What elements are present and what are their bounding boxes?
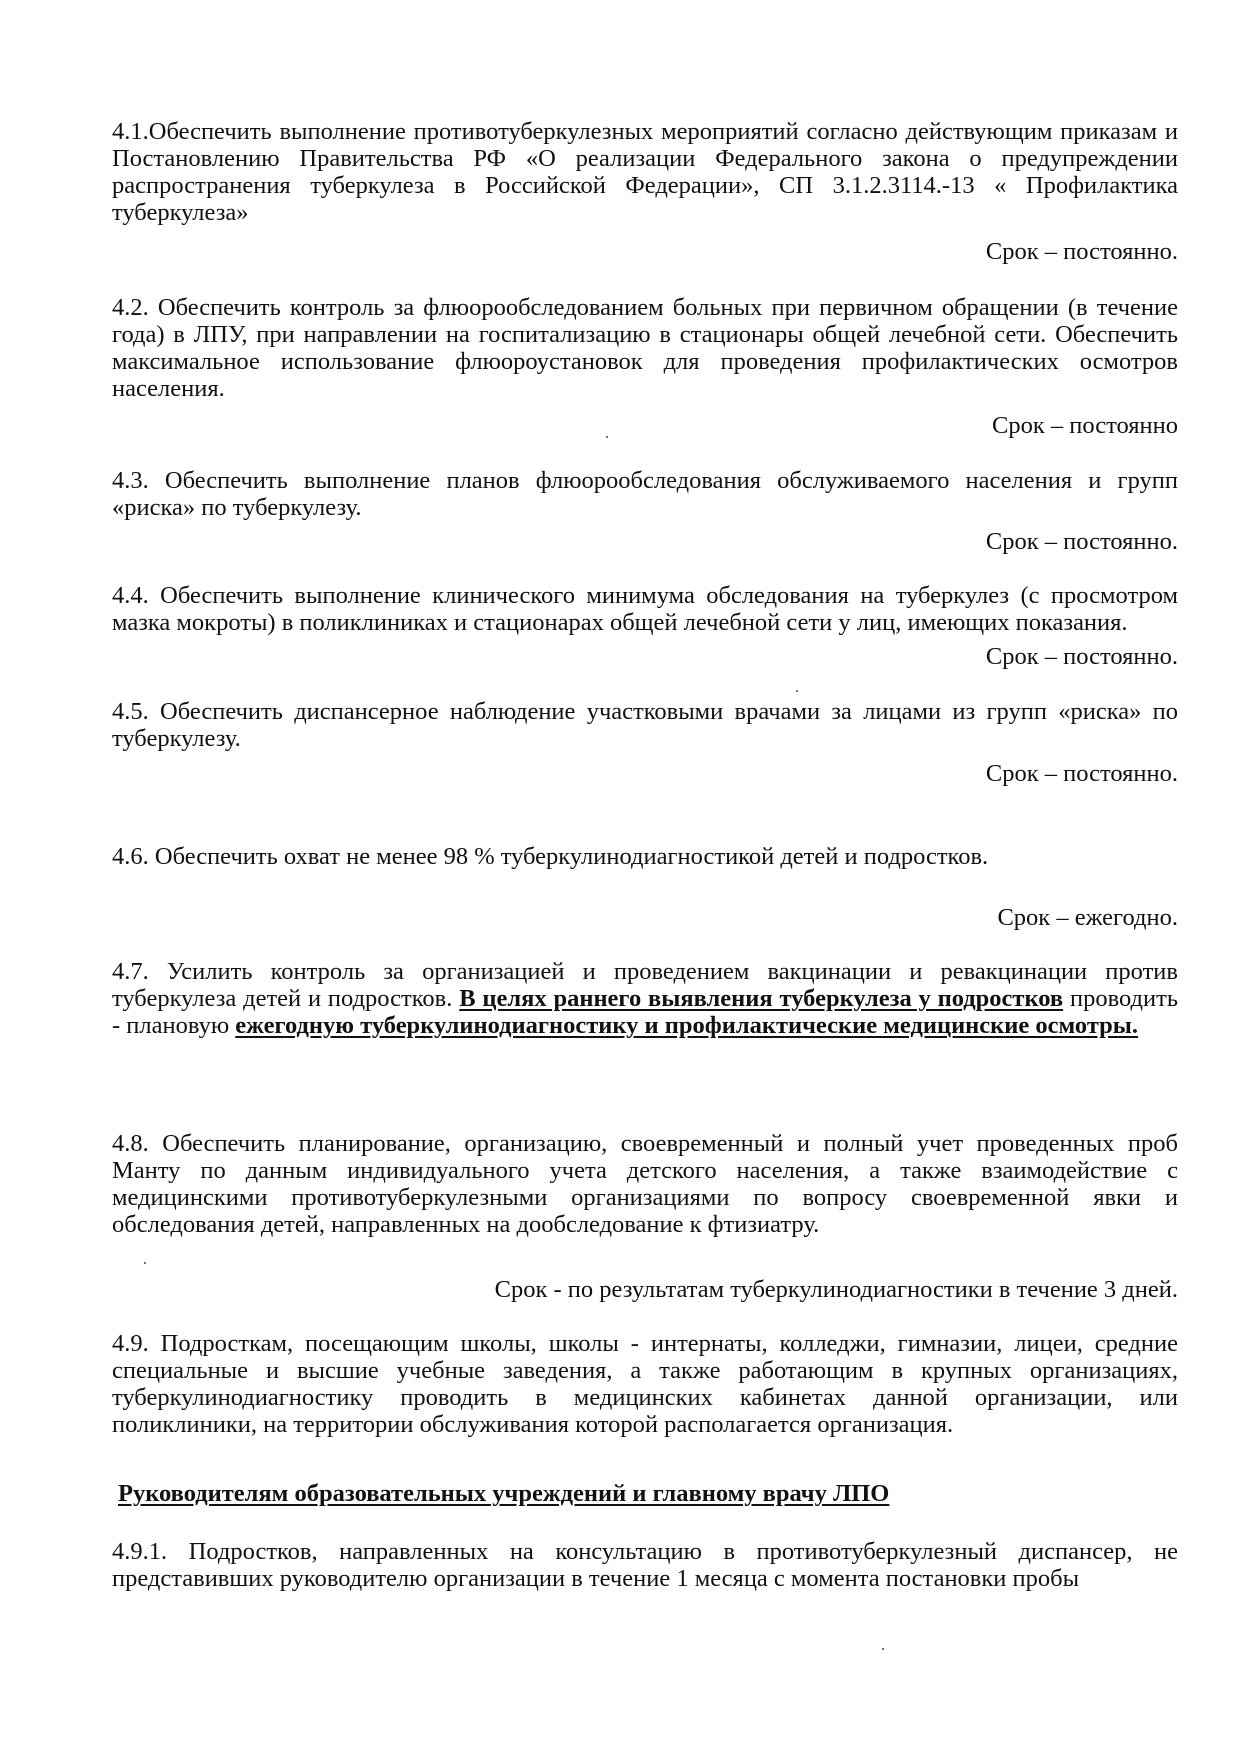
item-4-8-text: 4.8. Обеспечить планирование, организацию, своевременный и полный учет проведенных проб Манту по данным индивидуального учета детского населения, а также взаимодействие с медицинскими противотуберкулезными организациями по вопросу своевременной явки и обследования детей, направленных на дообследование к фтизиатру. xyxy=(112,1130,1178,1238)
item-4-3-text: 4.3. Обеспечить выполнение планов флюорообследования обслуживаемого населения и групп «риска» по туберкулезу. xyxy=(112,467,1178,521)
item-4-6-term: Срок – ежегодно. xyxy=(997,904,1178,931)
item-4-3-term: Срок – постоянно. xyxy=(985,528,1178,555)
section-heading: Руководителям образовательных учреждений и главному врачу ЛПО xyxy=(118,1480,890,1507)
item-4-5-text: 4.5. Обеспечить диспансерное наблюдение участковыми врачами за лицами из групп «риска» по туберкулезу. xyxy=(112,698,1178,752)
item-4-9-text: 4.9. Подросткам, посещающим школы, школы - интернаты, колледжи, гимназии, лицеи, средние специальные и высшие учебные заведения, а также работающим в крупных организациях, туберкулинодиагностику проводить в медицинских кабинетах данной организации, или поликлиники, на территории обслуживания которой располагается организация. xyxy=(112,1330,1178,1438)
item-4-4-text: 4.4. Обеспечить выполнение клинического минимума обследования на туберкулез (с просмотром мазка мокроты) в поликлиниках и стационарах общей лечебной сети у лиц, имеющих показания. xyxy=(112,582,1178,636)
scan-speck xyxy=(144,1262,146,1264)
item-4-1-text: 4.1.Обеспечить выполнение противотуберкулезных мероприятий согласно действующим приказам и Постановлению Правительства РФ «О реализации Федерального закона о предупреждении распространения туберкулеза в Российской Федерации», СП 3.1.2.3114.-13 « Профилактика туберкулеза» xyxy=(112,118,1178,226)
item-4-2-text: 4.2. Обеспечить контроль за флюорообследованием больных при первичном обращении (в течение года) в ЛПУ, при направлении на госпитализацию в стационары общей лечебной сети. Обеспечить максимальное использование флюороустановок для проведения профилактических осмотров населения. xyxy=(112,294,1178,402)
item-4-2-term: Срок – постоянно xyxy=(992,412,1178,439)
item-4-8-term: Срок - по результатам туберкулинодиагностики в течение 3 дней. xyxy=(494,1276,1178,1303)
item-4-7-bold-2: ежегодную туберкулинодиагностику и профилактические медицинские осмотры. xyxy=(235,1012,1139,1039)
item-4-6-text: 4.6. Обеспечить охват не менее 98 % туберкулинодиагностикой детей и подростков. xyxy=(112,843,989,870)
scan-speck xyxy=(606,436,608,438)
item-4-7-plain: 4.7. Усилить контроль за организацией и проведением вакцинации и ревакцинации против туберкулеза детей и подростков. xyxy=(112,958,1178,1012)
scan-speck xyxy=(882,1648,884,1650)
item-4-5-term: Срок – постоянно. xyxy=(985,760,1178,787)
item-4-7-text xyxy=(112,958,1178,1039)
item-4-7-bold-1: В целях раннего выявления туберкулеза у подростков xyxy=(459,985,1064,1012)
item-4-9-1-text: 4.9.1. Подростков, направленных на консультацию в противотуберкулезный диспансер, не представивших руководителю организации в течение 1 месяца с момента постановки пробы xyxy=(112,1538,1178,1592)
item-4-4-term: Срок – постоянно. xyxy=(985,643,1178,670)
item-4-7-mid: проводить - плановую xyxy=(112,985,1178,1039)
item-4-1-term: Срок – постоянно. xyxy=(985,238,1178,265)
scan-speck xyxy=(796,690,798,692)
